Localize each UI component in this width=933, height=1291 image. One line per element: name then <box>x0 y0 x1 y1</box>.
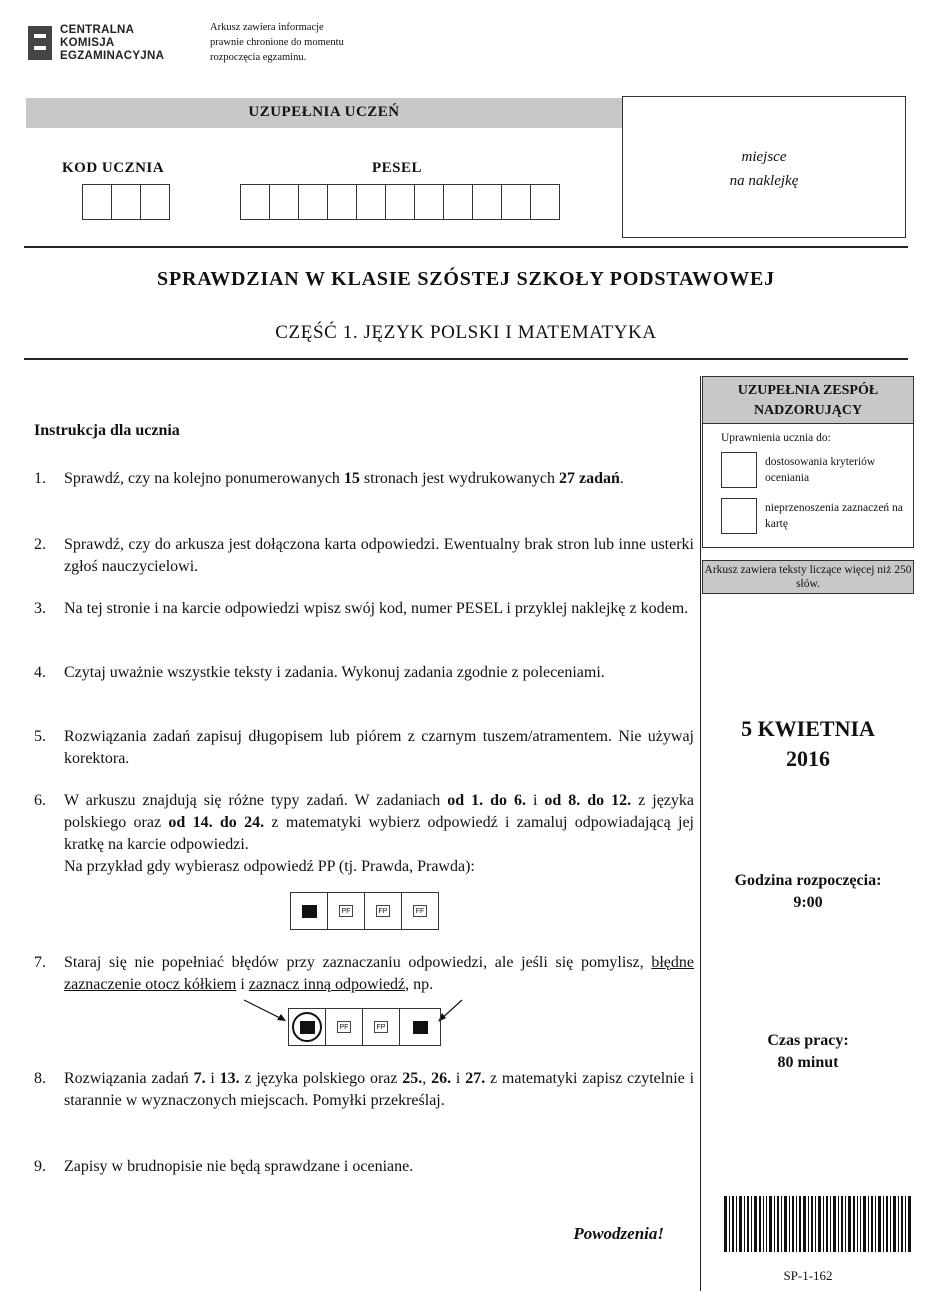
item-text: Rozwiązania zadań <box>64 1070 194 1087</box>
pesel-box[interactable] <box>444 185 473 219</box>
item-text: Sprawdź, czy na kolejno ponumerowanych <box>64 470 344 487</box>
answer-cell <box>326 1009 363 1045</box>
item-number: 3. <box>34 600 46 617</box>
sheet-code: SP-1-162 <box>783 1268 833 1283</box>
instruction-item <box>34 468 694 490</box>
item-text: , <box>422 1070 432 1087</box>
item-text: z matematyki wybierz odpowiedź i zamaluj odpowiadającą jej kratkę na karcie odpowiedzi. <box>64 814 694 853</box>
answer-option: FF <box>413 905 427 917</box>
long-text-notice: Arkusz zawiera teksty liczące więcej niż 250 słów. <box>702 560 914 594</box>
answer-cell <box>328 893 365 929</box>
item-text: z języka polskiego oraz <box>239 1070 403 1087</box>
rights-label: Uprawnienia ucznia do: <box>721 432 831 444</box>
item-bold: 27. <box>465 1070 486 1087</box>
item-bold: 26. <box>431 1070 452 1087</box>
barcode <box>724 1196 912 1252</box>
item-text: Staraj się nie popełniać błędów przy zaznaczaniu odpowiedzi, ale jeśli się pomylisz, <box>64 954 652 971</box>
student-fill-title: UZUPEŁNIA UCZEŃ <box>248 104 400 120</box>
item-number: 8. <box>34 1070 46 1087</box>
instruction-item <box>34 1156 694 1178</box>
item-number: 5. <box>34 728 46 745</box>
item-bold: 15 <box>343 470 360 487</box>
item-bold: od 8. do 12. <box>544 792 632 809</box>
pesel-box[interactable] <box>502 185 531 219</box>
item-text: W arkuszu znajdują się różne typy zadań. W zadaniach <box>64 792 448 809</box>
pesel-box[interactable] <box>328 185 357 219</box>
confidential-note: Arkusz zawiera informacje prawnie chronione do momentu rozpoczęcia egzaminu. <box>210 22 344 63</box>
pesel-label: PESEL <box>372 160 423 176</box>
exam-date: 5 KWIETNIA 2016 <box>741 716 875 771</box>
header-divider <box>24 246 908 248</box>
item-text: i <box>525 792 545 809</box>
item-bold: 25. <box>402 1070 423 1087</box>
code-box[interactable] <box>112 185 141 219</box>
instruction-item <box>34 726 694 770</box>
pesel-box[interactable] <box>270 185 299 219</box>
item-text: i <box>205 1070 220 1087</box>
answer-cell <box>365 893 402 929</box>
item-text: Zapisy w brudnopisie nie będą sprawdzane i oceniane. <box>64 1158 414 1175</box>
item-text: Na przykład gdy wybierasz odpowiedź PP (tj. Prawda, Prawda): <box>64 858 475 875</box>
instruction-item <box>34 1068 694 1112</box>
pesel-box[interactable] <box>299 185 328 219</box>
item-number: 9. <box>34 1158 46 1175</box>
instruction-item <box>34 662 694 684</box>
item-text: Czytaj uważnie wszystkie teksty i zadania. Wykonuj zadania zgodnie z poleceniami. <box>64 664 605 681</box>
code-box[interactable] <box>141 185 169 219</box>
item-bold: 13. <box>219 1070 240 1087</box>
pesel-box[interactable] <box>473 185 502 219</box>
item-underline: zaznacz inną odpowiedź <box>248 976 406 993</box>
instruction-item <box>34 534 694 578</box>
good-luck: Powodzenia! <box>573 1224 664 1243</box>
pesel-box[interactable] <box>357 185 386 219</box>
sticker-line-1: miejsce <box>741 149 787 165</box>
code-box[interactable] <box>83 185 112 219</box>
item-text: Sprawdź, czy do arkusza jest dołączona karta odpowiedzi. Ewentualny brak stron lub inne usterki zgłoś nauczycielowi. <box>64 536 694 575</box>
cke-logo-mark <box>28 26 52 60</box>
proctor-fill-box <box>702 424 914 548</box>
item-number: 2. <box>34 536 46 553</box>
student-code-boxes[interactable] <box>82 184 170 220</box>
answer-option: PF <box>337 1021 351 1033</box>
start-time: Godzina rozpoczęcia: 9:00 <box>734 872 882 911</box>
adjust-criteria-checkbox[interactable] <box>721 452 757 488</box>
no-transfer-checkbox[interactable] <box>721 498 757 534</box>
answer-cell <box>400 1009 440 1045</box>
item-bold: od 14. do 24. <box>168 814 265 831</box>
answer-option: FP <box>374 1021 388 1033</box>
item-text: . <box>619 470 624 487</box>
item-bold: od 1. do 6. <box>447 792 526 809</box>
item-number: 6. <box>34 792 46 809</box>
title-divider <box>24 358 908 360</box>
no-transfer-label: nieprzenoszenia zaznaczeń na kartę <box>765 502 903 530</box>
side-column-divider <box>700 376 701 1291</box>
instruction-item <box>34 952 694 996</box>
item-underline: błędne zaznaczenie otocz kółkiem <box>64 954 694 993</box>
item-text: , np. <box>405 976 434 993</box>
pesel-boxes[interactable] <box>240 184 560 220</box>
item-text: i <box>236 976 249 993</box>
item-bold: 27 zadań <box>558 470 620 487</box>
filled-box-icon <box>413 1021 428 1034</box>
instruction-item <box>34 790 694 878</box>
pesel-box[interactable] <box>415 185 444 219</box>
cke-logo <box>28 24 228 64</box>
answer-option: FP <box>376 905 390 917</box>
sticker-area <box>622 96 906 238</box>
pesel-box[interactable] <box>531 185 559 219</box>
item-text: z matematyki zapisz czytelnie i starannie w wyznaczonych miejscach. Pomyłki przekreślaj. <box>64 1070 695 1109</box>
item-bold: 7. <box>193 1070 206 1087</box>
instructions-title: Instrukcja dla ucznia <box>34 422 180 439</box>
cke-logo-text: CENTRALNA KOMISJA EGZAMINACYJNA <box>60 24 165 62</box>
item-number: 1. <box>34 470 46 487</box>
item-text: stronach jest wydrukowanych <box>359 470 559 487</box>
answer-example-1 <box>290 892 439 930</box>
exam-title: SPRAWDZIAN W KLASIE SZÓSTEJ SZKOŁY PODSTAWOWEJ <box>157 268 775 290</box>
item-text: Rozwiązania zadań zapisuj długopisem lub piórem z czarnym tuszem/atramentem. Nie używaj korektora. <box>64 728 694 767</box>
item-number: 4. <box>34 664 46 681</box>
adjust-criteria-label: dostosowania kryteriów oceniania <box>765 456 876 484</box>
work-time: Czas pracy: 80 minut <box>767 1032 849 1071</box>
item-text: Na tej stronie i na karcie odpowiedzi wpisz swój kod, numer PESEL i przyklej naklejkę z kodem. <box>64 600 689 617</box>
item-text: i <box>451 1070 466 1087</box>
answer-cell <box>291 893 328 929</box>
student-code-label: KOD UCZNIA <box>62 160 165 176</box>
proctor-fill-header: UZUPEŁNIA ZESPÓŁ NADZORUJĄCY <box>702 376 914 424</box>
answer-cell <box>363 1009 400 1045</box>
exam-subtitle: CZĘŚĆ 1. JĘZYK POLSKI I MATEMATYKA <box>275 322 657 343</box>
pesel-box[interactable] <box>241 185 270 219</box>
answer-cell <box>289 1009 326 1045</box>
instruction-item <box>34 598 694 620</box>
sticker-line-2: na naklejkę <box>729 173 799 189</box>
answer-example-2 <box>288 1008 441 1046</box>
item-text: z języka polskiego oraz <box>64 792 695 831</box>
answer-option: PF <box>339 905 353 917</box>
filled-box-icon <box>302 905 317 918</box>
circle-mark-icon <box>292 1012 322 1042</box>
answer-cell <box>402 893 438 929</box>
item-number: 7. <box>34 954 46 971</box>
pesel-box[interactable] <box>386 185 415 219</box>
